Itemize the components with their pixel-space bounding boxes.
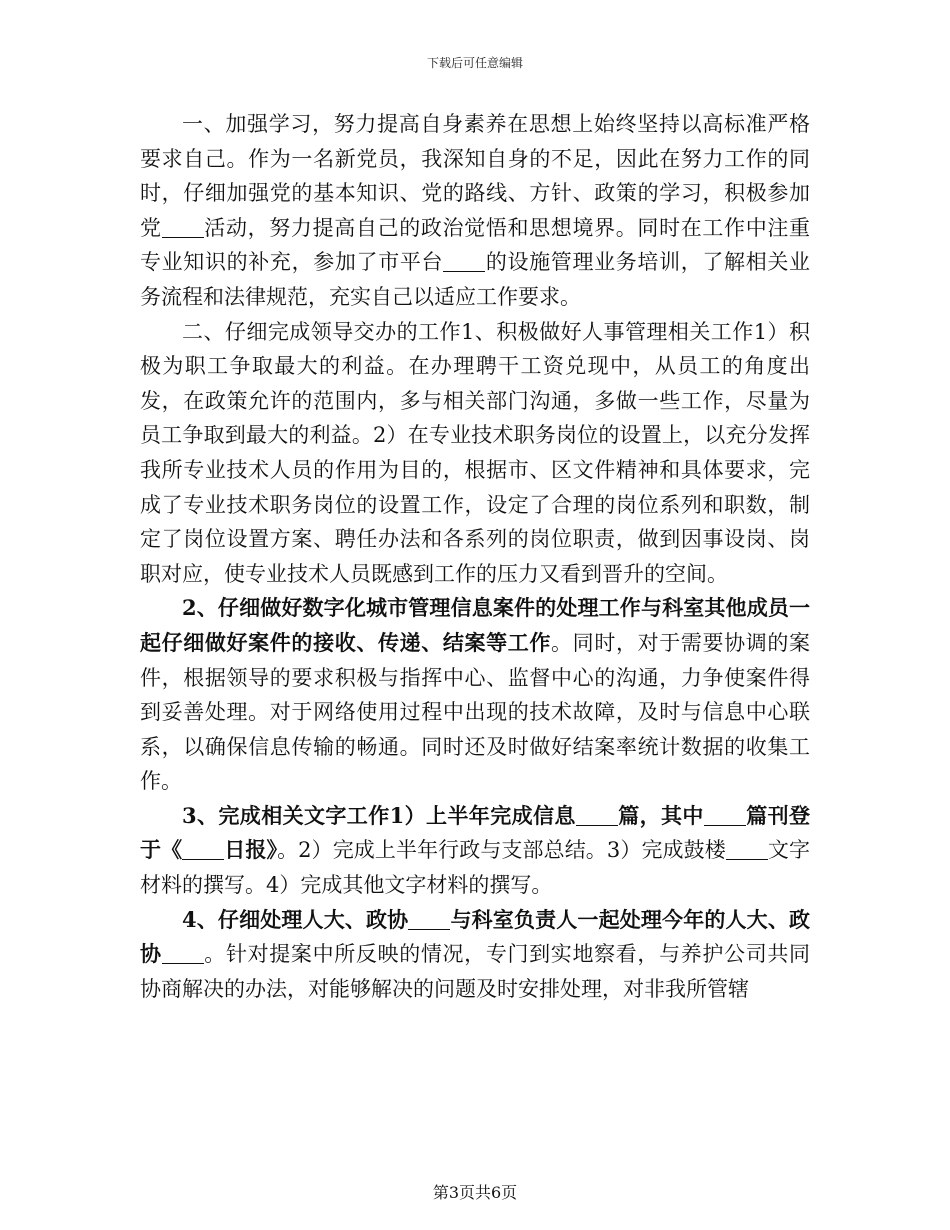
p4-text-a: 3、完成相关文字工作1）上半年完成信息 — [182, 802, 576, 828]
p1-text-b: 活动，努力提高自己的政治觉悟和思想境界。同时在工作中注重专业知识的补充，参加了市平台 — [140, 215, 810, 275]
blank-line — [704, 804, 746, 826]
p4-text-f: 文字材料的撰写。4）完成其他文字材料的撰写。 — [140, 838, 810, 898]
page-header: 下载后可任意编辑 — [426, 56, 523, 70]
blank-line — [162, 942, 204, 964]
paragraph-4 — [140, 799, 810, 903]
p5-text-c: 。针对提案中所反映的情况，专门到实地察看，与养护公司共同协商解决的办法，对能够解决的问题及时安排处理，对非我所管辖 — [140, 942, 810, 1001]
p4-text-d: 日报》 — [224, 837, 278, 863]
p4-text-e: 。2）完成上半年行政与支部总结。3）完成鼓楼 — [277, 838, 726, 863]
p4-text-b: 篇，其中 — [617, 802, 704, 828]
blank-line — [576, 804, 618, 826]
page-footer: 第3页共6页 — [432, 1183, 518, 1202]
p4-text-c: 篇刊登于《 — [140, 802, 811, 863]
p5-text-a: 4、仔细处理人大、政协 — [182, 906, 409, 932]
paragraph-2: 二、仔细完成领导交办的工作1、积极做好人事管理相关工作1）积极为职工争取最大的利益。在办理聘干工资兑现中，从员工的角度出发，在政策允许的范围内，多与相关部门沟通，多做一些工作，尽量为员工争取到最大的利益。2）在专业技术职务岗位的设置上，以充分发挥我所专业技术人员的作用为目的，根据市、区文件精神和具体要求，完成了专业技术职务岗位的设置工作，设定了合理的岗位系列和职数，制定了岗位设置方案、聘任办法和各系列的岗位职责，做到因事设岗、岗职对应，使专业技术人员既感到工作的压力又看到晋升的空间。 — [140, 319, 810, 586]
p3-bold-heading: 2、仔细做好数字化城市管理信息案件的处理工作与科室其他成员一起仔细做好案件的接收、传递、结案等工作 — [140, 595, 810, 655]
blank-line — [182, 838, 224, 860]
p1-text-a: 一、加强学习，努力提高自身素养在思想上始终坚持以高标准严格要求自己。作为一名新党员，我深知自身的不足，因此在努力工作的同时，仔细加强党的基本知识、党的路线、方针、政策的学习，积极参加党 — [140, 112, 810, 240]
p3-text: 。同时，对于需要协调的案件，根据领导的要求积极与指挥中心、监督中心的沟通，力争使案件得到妥善处理。对于网络使用过程中出现的技术故障，及时与信息中心联系，以确保信息传输的畅通。同时还及时做好结案率统计数据的收集工作。 — [140, 630, 811, 794]
paragraph-1 — [140, 107, 810, 315]
p5-text-b: 与科室负责人一起处理今年的人大、政协 — [140, 906, 810, 967]
blank-line — [726, 838, 768, 860]
paragraph-5 — [140, 903, 810, 1007]
p1-text-c: 的设施管理业务培训，了解相关业务流程和法律规范，充实自己以适应工作要求。 — [140, 250, 810, 309]
blank-line — [162, 216, 204, 238]
blank-line — [408, 908, 450, 930]
document-body — [140, 107, 810, 1006]
blank-line — [443, 250, 485, 272]
paragraph-3 — [140, 591, 810, 799]
